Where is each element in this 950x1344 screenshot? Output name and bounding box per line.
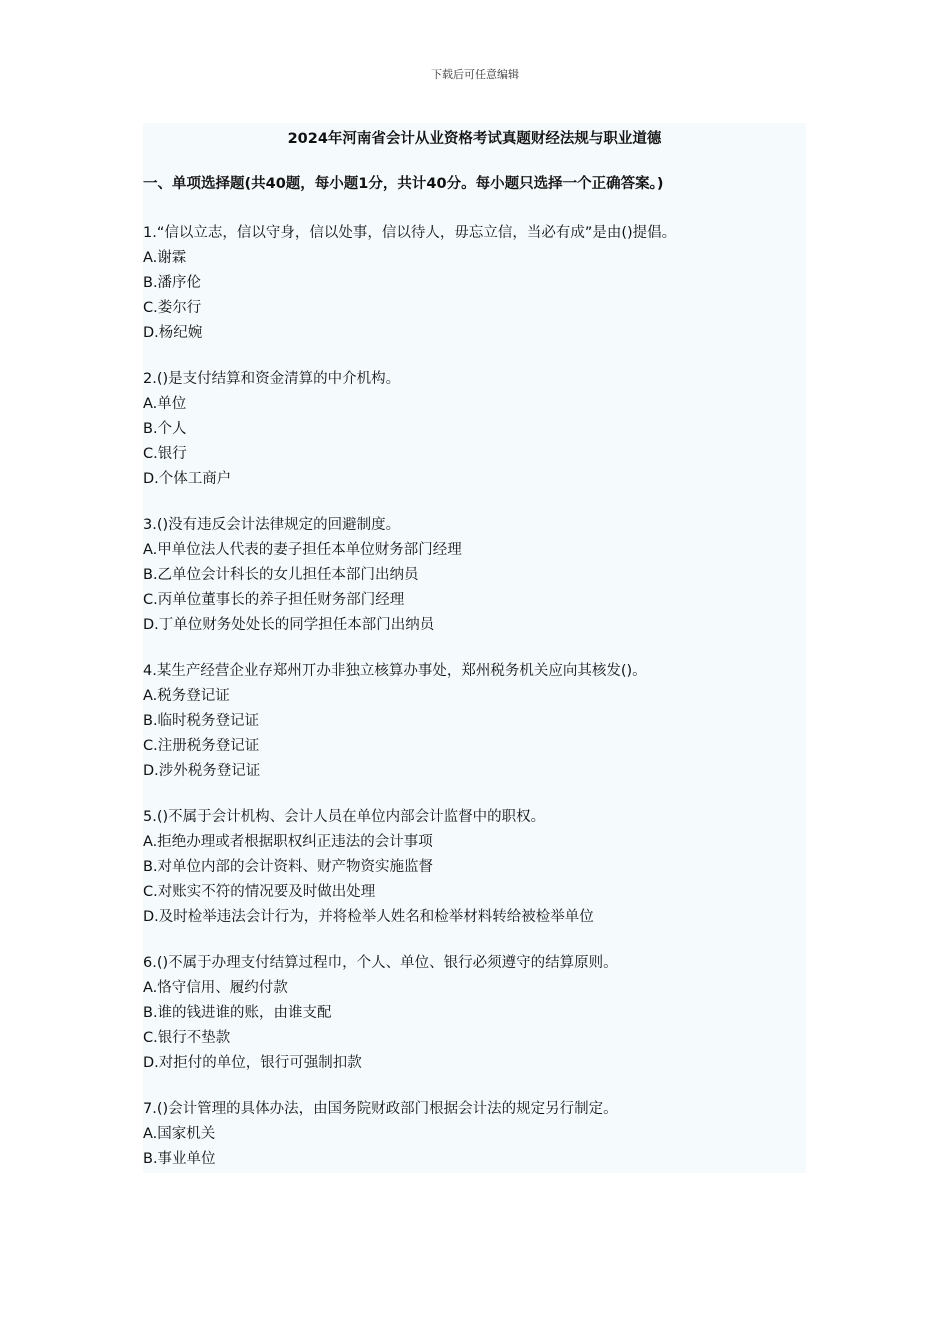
question-stem: 5.()不属于会计机构、会计人员在单位内部会计监督中的职权。 [143,809,546,825]
answer-option: B.潘序伦 [143,275,202,291]
question-stem: 3.()没有违反会计法律规定的回避制度。 [143,517,401,533]
question-stem: 4.某生产经营企业存郑州丌办非独立核算办事处，郑州税务机关应向其核发()。 [143,663,647,679]
page-header-note: 下载后可任意编辑 [431,68,519,81]
answer-option: D.杨纪婉 [143,325,203,341]
answer-option: A.谢霖 [143,250,187,266]
answer-option: D.及时检举违法会计行为，并将检举人姓名和检举材料转给被检举单位 [143,909,594,925]
answer-option: A.甲单位法人代表的妻子担任本单位财务部门经理 [143,542,462,558]
question-stem: 6.()不属于办理支付结算过程巾，个人、单位、银行必须遵守的结算原则。 [143,955,618,971]
answer-option: B.乙单位会计科长的女儿担任本部门出纳员 [143,567,419,583]
answer-option: A.拒绝办理或者根据职权纠正违法的会计事项 [143,834,433,850]
question-6 [143,950,806,1076]
question-stem: 7.()会计管理的具体办法，由国务院财政部门根据会计法的规定另行制定。 [143,1101,618,1117]
question-2 [143,366,806,492]
answer-option: C.丙单位董事长的养子担任财务部门经理 [143,592,405,608]
answer-option: D.对拒付的单位，银行可强制扣款 [143,1055,362,1071]
answer-option: B.谁的钱进谁的账，由谁支配 [143,1005,332,1021]
question-stem: 1.“信以立志，信以守身，信以处事，信以待人，毋忘立信，当必有成”是由()提倡。 [143,225,677,241]
answer-option: C.娄尔行 [143,300,202,316]
question-1 [143,220,806,346]
answer-option: C.注册税务登记证 [143,738,260,754]
answer-option: A.国家机关 [143,1126,216,1142]
answer-option: B.个人 [143,421,187,437]
section-title: 一、单项选择题(共40题，每小题1分，共计40分。每小题只选择一个正确答案。) [143,176,664,192]
answer-option: A.恪守信用、履约付款 [143,980,288,996]
question-3 [143,512,806,638]
question-stem: 2.()是支付结算和资金清算的中介机构。 [143,371,401,387]
answer-option: A.单位 [143,396,187,412]
document-body [143,123,806,1173]
document-title: 2024年河南省会计从业资格考试真题财经法规与职业道德 [287,131,662,147]
answer-option: D.个体工商户 [143,471,232,487]
answer-option: B.对单位内部的会计资料、财产物资实施监督 [143,859,434,875]
question-7 [143,1096,806,1172]
answer-option: A.税务登记证 [143,688,230,704]
question-5 [143,804,806,930]
answer-option: C.银行 [143,446,187,462]
answer-option: C.银行不垫款 [143,1030,231,1046]
answer-option: C.对账实不符的情况要及时做出处理 [143,884,376,900]
question-list [143,220,806,1172]
answer-option: B.事业单位 [143,1151,216,1167]
question-4 [143,658,806,784]
answer-option: D.涉外税务登记证 [143,763,261,779]
answer-option: B.临时税务登记证 [143,713,260,729]
answer-option: D.丁单位财务处处长的同学担任本部门出纳员 [143,617,435,633]
